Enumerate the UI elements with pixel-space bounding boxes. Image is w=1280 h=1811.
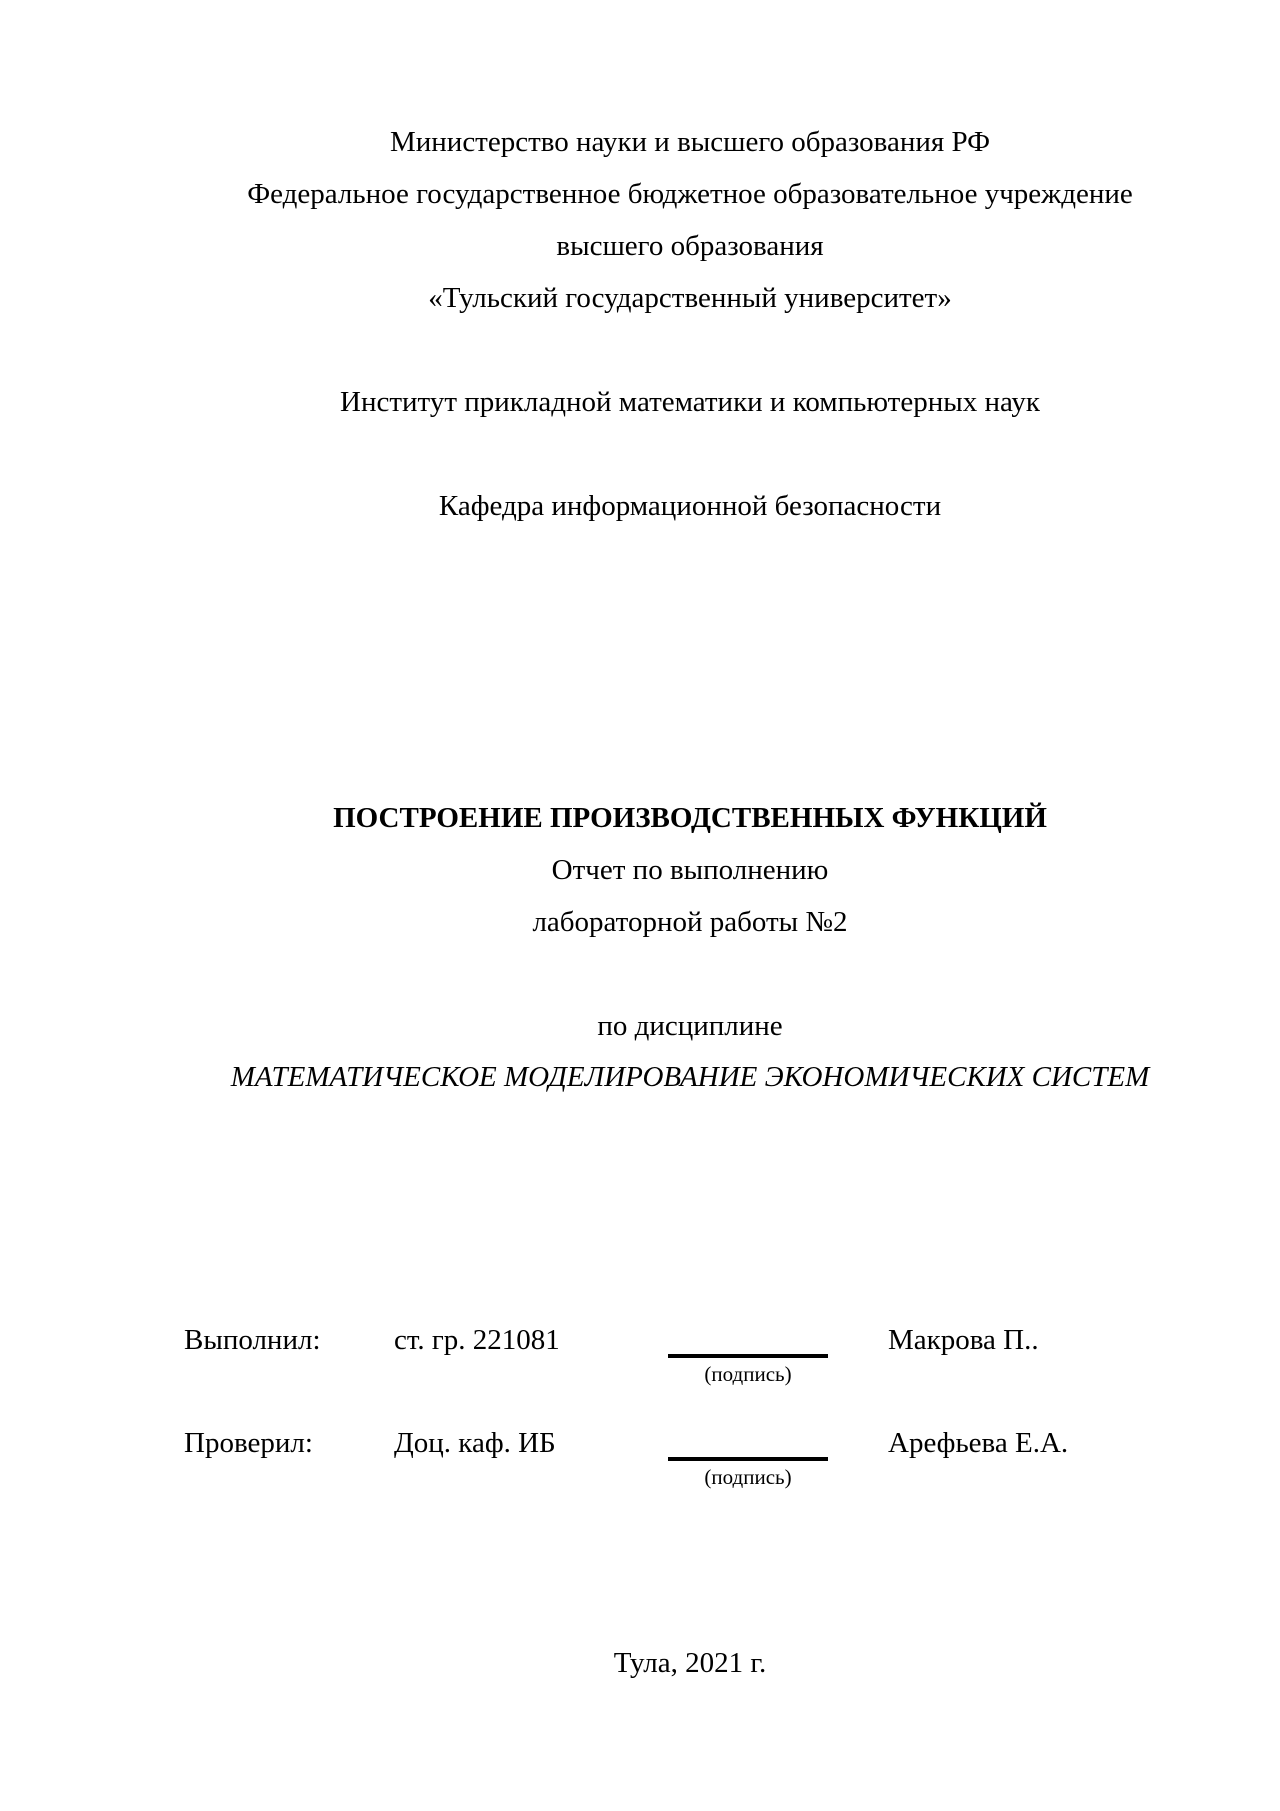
- signature-name: Арефьева Е.А.: [888, 1427, 1069, 1459]
- report-title: ПОСТРОЕНИЕ ПРОИЗВОДСТВЕННЫХ ФУНКЦИЙ: [333, 802, 1047, 834]
- city-year: Тула, 2021 г.: [613, 1647, 767, 1679]
- department-line: Кафедра информационной безопасности: [438, 490, 942, 522]
- signature-caption: (подпись): [704, 1362, 792, 1386]
- ministry-line: Министерство науки и высшего образования РФ: [389, 126, 991, 158]
- university-line: «Тульский государственный университет»: [428, 282, 952, 314]
- report-subtitle-line-2: лабораторной работы №2: [532, 906, 848, 938]
- signature-position: ст. гр. 221081: [394, 1324, 560, 1356]
- signature-name: Макрова П..: [888, 1324, 1039, 1356]
- signature-role: Выполнил:: [184, 1324, 321, 1356]
- discipline-label: по дисциплине: [597, 1010, 783, 1042]
- discipline-name: МАТЕМАТИЧЕСКОЕ МОДЕЛИРОВАНИЕ ЭКОНОМИЧЕСКИХ СИСТЕМ: [230, 1061, 1150, 1093]
- signature-position: Доц. каф. ИБ: [394, 1427, 556, 1459]
- signature-line: [668, 1354, 828, 1358]
- signature-role: Проверил:: [184, 1427, 313, 1459]
- institution-line-2: высшего образования: [556, 230, 824, 262]
- signature-line: [668, 1457, 828, 1461]
- institution-line-1: Федеральное государственное бюджетное образовательное учреждение: [247, 178, 1133, 210]
- report-subtitle-line-1: Отчет по выполнению: [551, 854, 829, 886]
- signature-caption: (подпись): [704, 1465, 792, 1489]
- institute-line: Институт прикладной математики и компьютерных наук: [340, 386, 1040, 418]
